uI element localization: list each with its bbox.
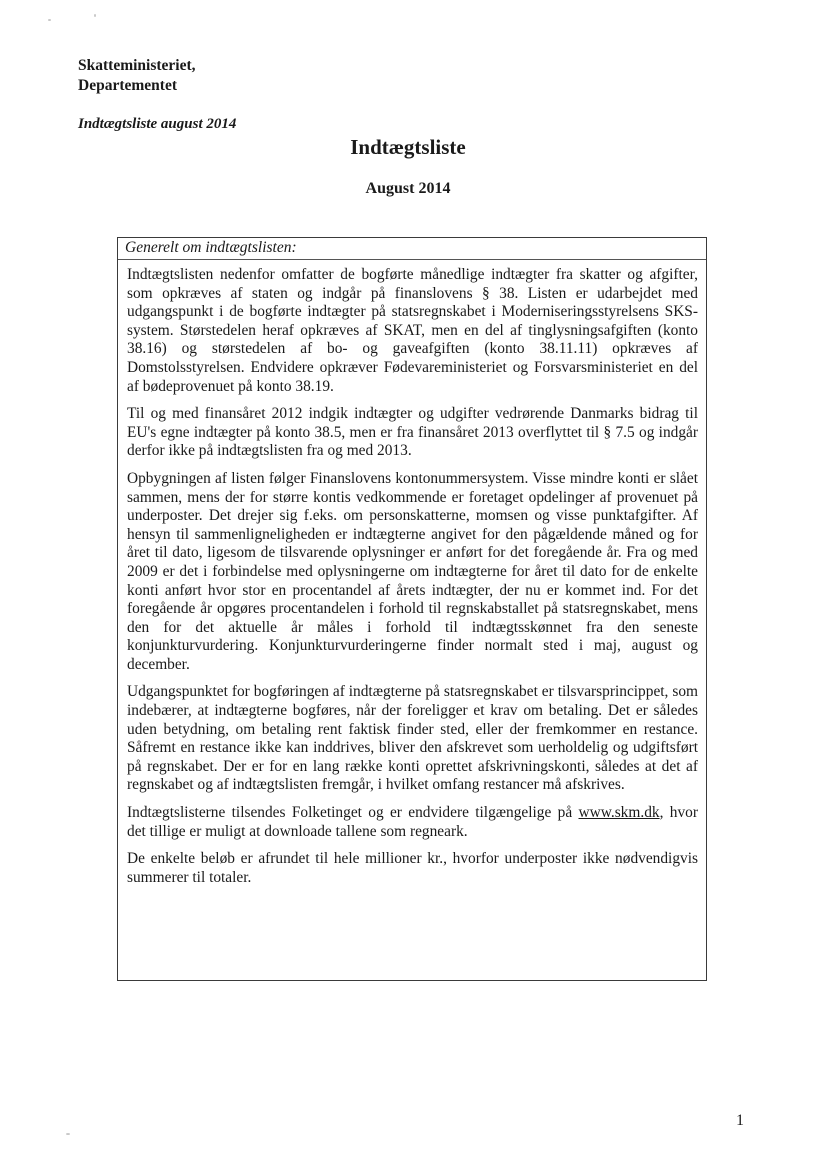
org-department: Departementet [78,77,177,94]
box-heading: Generelt om indtægtslisten: [118,238,706,260]
paragraph-scope: Indtægtslisten nedenfor omfatter de bogførte månedlige indtægter fra skatter og afgifter, som opkræves af staten og indgår på finanslovens § 38. Listen er udarbejdet med udgangspunkt i de bogførte indtægter på statsregnskabet i Moderniseringsstyrelsens SKS-system. Størstedelen heraf opkræves af SKAT, men en del af tinglysningsafgiften (konto 38.16) og størstedelen af bo- og gaveafgiften (konto 38.11.11) opkræves af Domstolsstyrelsen. Endvidere opkræver Fødevareministeriet og Forsvarsministeriet en del af bødeprovenuet på konto 38.19. [127,266,698,395]
skm-website-link[interactable]: www.skm.dk [578,804,660,822]
page-title: Indtægtsliste [350,135,466,159]
paragraph-eu-contribution: Til og med finansåret 2012 indgik indtægter og udgifter vedrørende Danmarks bidrag til EU's egne indtægter på konto 38.5, men er fra finansåret 2013 overflyttet til § 7.5 og indgår derfor ikke på indtægtslisten fra og med 2013. [127,405,698,460]
scan-speck [66,1133,70,1135]
general-info-box [117,237,707,981]
org-name: Skatteministeriet, [78,57,196,74]
paragraph-structure: Opbygningen af listen følger Finanslovens kontonummersystem. Visse mindre konti er slået sammen, mens der for større kontis vedkommende er foretaget opdelinger af provenuet på underposter. Det drejer sig f.eks. om personskatterne, momsen og visse punktafgifter. Af hensyn til sammenligneligheden er indtægterne angivet for den pågældende måned og for året til dato, ligesom de tilsvarende oplysninger er anført for det foregående år. Fra og med 2009 er det i forbindelse med oplysningerne om indtægterne for året til dato for de enkelte konti anført hvor stor en procentandel af årets indtægter, der nu er kommet ind. For det foregående år opgøres procentandelen i forhold til regnskabstallet på statsregnskabet, mens den for det aktuelle år måles i forhold til indtægtsskønnet fra den seneste konjunkturvurdering. Konjunkturvurderingerne finder normalt sted i maj, august og december. [127,469,698,673]
paragraph-rounding: De enkelte beløb er afrundet til hele millioner kr., hvorfor underposter ikke nødvendigvis summerer til totaler. [127,850,698,886]
paragraph-accounting-principle: Udgangspunktet for bogføringen af indtægterne på statsregnskabet er tilsvarsprincippet, som indebærer, at indtægterne bogføres, når der foreligger et krav om betaling. Det er således uden betydning, om betaling rent faktisk finder sted, eller der fremkommer en restance. Såfremt en restance ikke kan inddrives, bliver den afskrevet som uerholdelig og udgiftsført på regnskabet. Der er for en lang række konti oprettet afskrivningskonti, således at det af regnskabet og af indtægtslisten fremgår, i hvilket omfang restancer må afskrives. [127,683,698,794]
page-number: 1 [736,1112,744,1129]
organization-header [78,56,196,96]
report-period: August 2014 [365,180,451,197]
document-subtitle: Indtægtsliste august 2014 [78,116,237,132]
paragraph-availability: Indtægtslisterne tilsendes Folketinget og er endvidere tilgængelige på www.skm.dk, hvor det tillige er muligt at downloade tallene som regneark. [127,804,698,840]
scan-speck [94,14,96,17]
box-body [118,260,706,887]
scan-speck [48,19,51,21]
